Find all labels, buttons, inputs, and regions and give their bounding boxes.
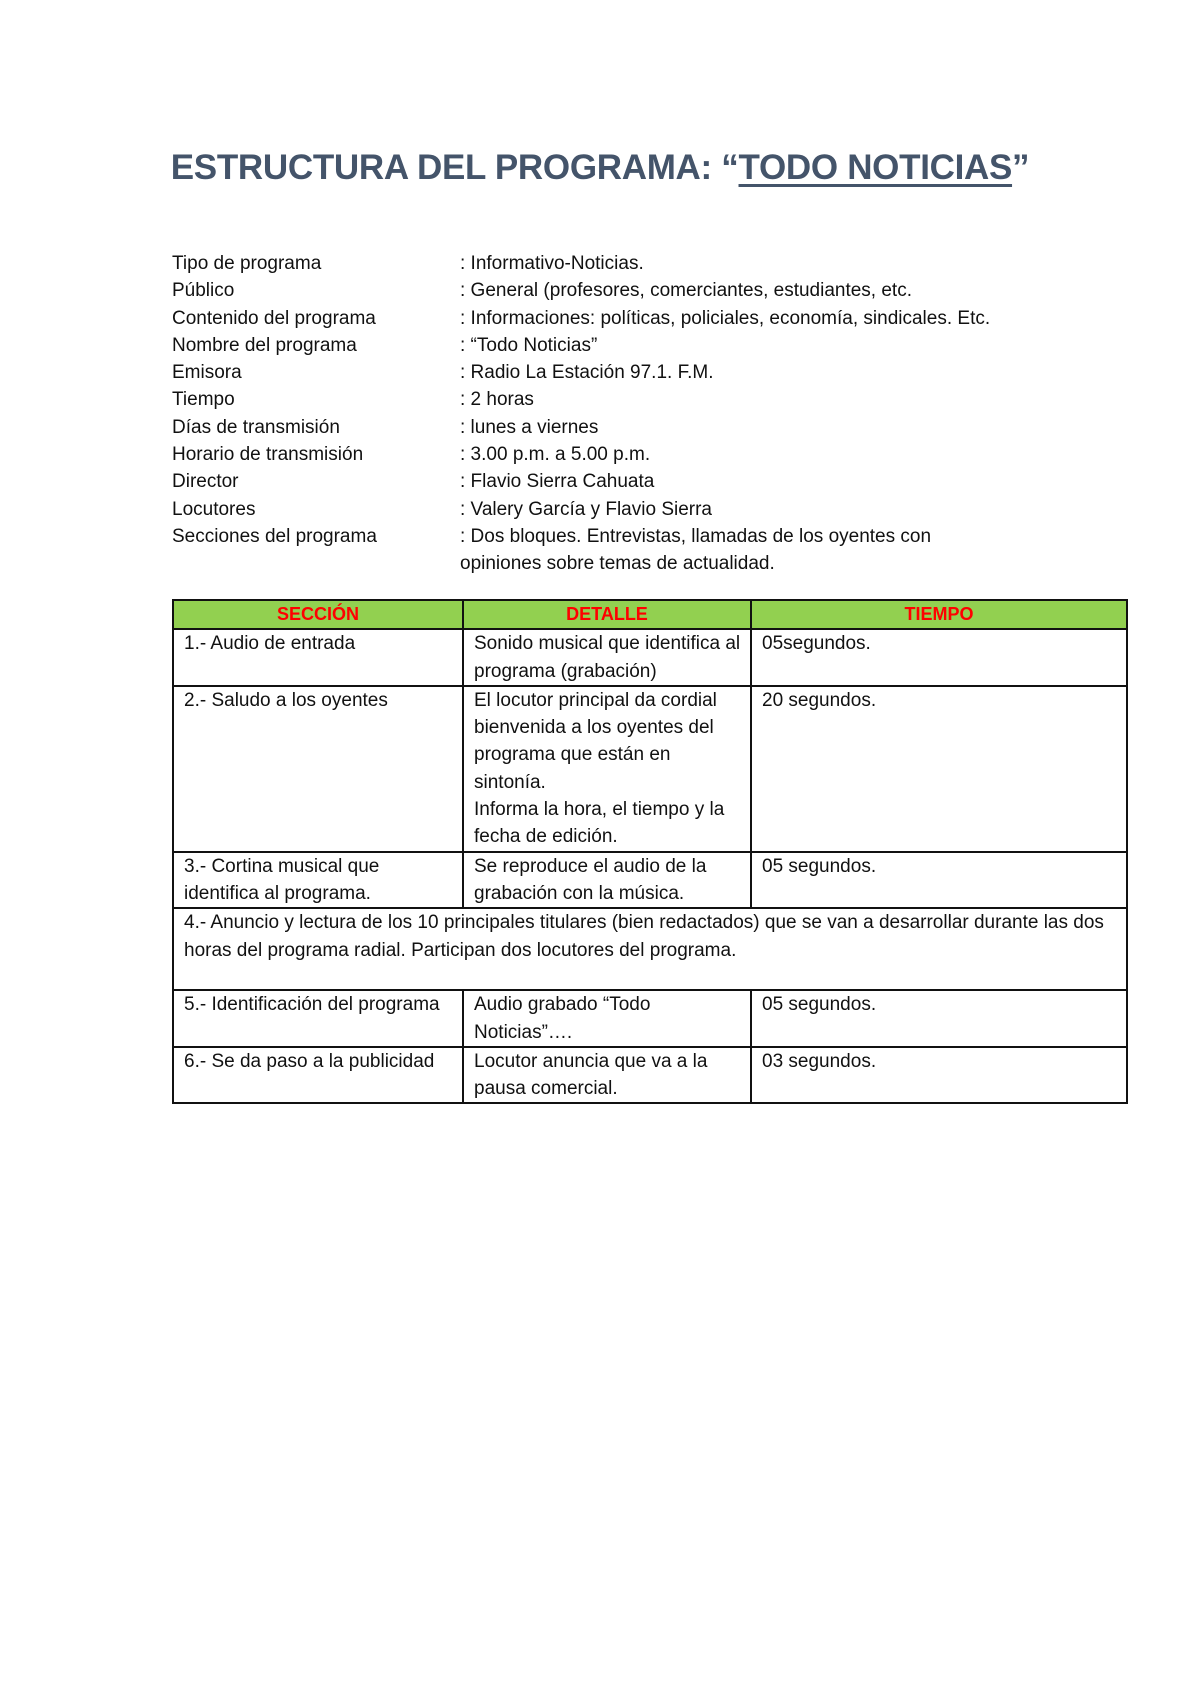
info-row-contenido bbox=[172, 305, 1072, 332]
info-label: Emisora bbox=[172, 362, 242, 384]
info-row-director bbox=[172, 468, 1072, 495]
info-label: Secciones del programa bbox=[172, 525, 377, 547]
program-structure-table bbox=[172, 599, 1128, 1104]
info-row-tiempo bbox=[172, 386, 1072, 413]
header-detalle: DETALLE bbox=[463, 600, 751, 629]
cell-seccion: 2.- Saludo a los oyentes bbox=[173, 686, 463, 852]
header-tiempo: TIEMPO bbox=[751, 600, 1127, 629]
cell-detalle-text: El locutor principal da cordial bienvenida a los oyentes del programa que están en sintonía. bbox=[474, 689, 717, 793]
info-value: : lunes a viernes bbox=[460, 416, 599, 438]
cell-tiempo: 05segundos. bbox=[751, 629, 1127, 686]
cell-detalle: Audio grabado “Todo Noticias”…. bbox=[463, 990, 751, 1047]
info-value: : Flavio Sierra Cahuata bbox=[460, 471, 655, 493]
table-row bbox=[173, 1047, 1127, 1104]
info-value: : Radio La Estación 97.1. F.M. bbox=[460, 362, 714, 384]
cell-tiempo: 03 segundos. bbox=[751, 1047, 1127, 1104]
cell-detalle: Locutor anuncia que va a la pausa comercial. bbox=[463, 1047, 751, 1104]
info-label: Locutores bbox=[172, 498, 256, 520]
info-label: Días de transmisión bbox=[172, 416, 340, 438]
cell-seccion: 1.- Audio de entrada bbox=[173, 629, 463, 686]
info-value: : General (profesores, comerciantes, estudiantes, etc. bbox=[460, 280, 912, 302]
info-row-secciones bbox=[172, 523, 1072, 578]
info-value: : “Todo Noticias” bbox=[460, 334, 598, 356]
info-value bbox=[460, 523, 1072, 578]
info-label: Director bbox=[172, 471, 239, 493]
info-row-horario bbox=[172, 441, 1072, 468]
title-program-name: TODO NOTICIAS bbox=[738, 148, 1013, 187]
info-label: Contenido del programa bbox=[172, 307, 376, 329]
cell-detalle: Se reproduce el audio de la grabación con la música. bbox=[463, 852, 751, 909]
cell-detalle: Sonido musical que identifica al programa (grabación) bbox=[463, 629, 751, 686]
info-row-publico bbox=[172, 277, 1072, 304]
table-row bbox=[173, 990, 1127, 1047]
title-suffix: ” bbox=[1012, 148, 1030, 187]
cell-detalle bbox=[463, 686, 751, 852]
title-prefix: ESTRUCTURA DEL PROGRAMA: “ bbox=[170, 148, 739, 187]
info-row-nombre bbox=[172, 332, 1072, 359]
info-row-dias bbox=[172, 414, 1072, 441]
header-seccion: SECCIÓN bbox=[173, 600, 463, 629]
cell-detalle-extra: Informa la hora, el tiempo y la fecha de edición. bbox=[474, 799, 725, 848]
info-row-locutores bbox=[172, 496, 1072, 523]
info-value-continuation: opiniones sobre temas de actualidad. bbox=[460, 553, 775, 575]
table-row bbox=[173, 629, 1127, 686]
table-row bbox=[173, 852, 1127, 909]
info-label: Tiempo bbox=[172, 389, 235, 411]
cell-full-width: 4.- Anuncio y lectura de los 10 principales titulares (bien redactados) que se van a desarrollar durante las dos horas del programa radial. Participan dos locutores del programa. bbox=[173, 908, 1127, 990]
info-value: : Valery García y Flavio Sierra bbox=[460, 498, 713, 520]
info-value: : Informativo-Noticias. bbox=[460, 253, 644, 274]
info-row-emisora bbox=[172, 359, 1072, 386]
cell-seccion: 3.- Cortina musical que identifica al programa. bbox=[173, 852, 463, 909]
info-value: : Informaciones: políticas, policiales, economía, sindicales. Etc. bbox=[460, 307, 991, 329]
cell-tiempo: 20 segundos. bbox=[751, 686, 1127, 852]
program-info-list bbox=[172, 250, 1072, 578]
info-row-tipo bbox=[172, 250, 1072, 277]
info-value: : 3.00 p.m. a 5.00 p.m. bbox=[460, 444, 651, 466]
info-label: Nombre del programa bbox=[172, 334, 357, 356]
info-value: : 2 horas bbox=[460, 389, 534, 411]
info-label: Público bbox=[172, 280, 235, 302]
table-row-full bbox=[173, 908, 1127, 990]
document-title bbox=[0, 148, 1200, 188]
table-header-row bbox=[173, 600, 1127, 629]
info-label: Horario de transmisión bbox=[172, 444, 364, 466]
table-row bbox=[173, 686, 1127, 852]
info-value-line: : Dos bloques. Entrevistas, llamadas de los oyentes con bbox=[460, 525, 932, 547]
cell-tiempo: 05 segundos. bbox=[751, 852, 1127, 909]
cell-seccion: 6.- Se da paso a la publicidad bbox=[173, 1047, 463, 1104]
cell-tiempo: 05 segundos. bbox=[751, 990, 1127, 1047]
cell-seccion: 5.- Identificación del programa bbox=[173, 990, 463, 1047]
info-label: Tipo de programa bbox=[172, 253, 322, 274]
